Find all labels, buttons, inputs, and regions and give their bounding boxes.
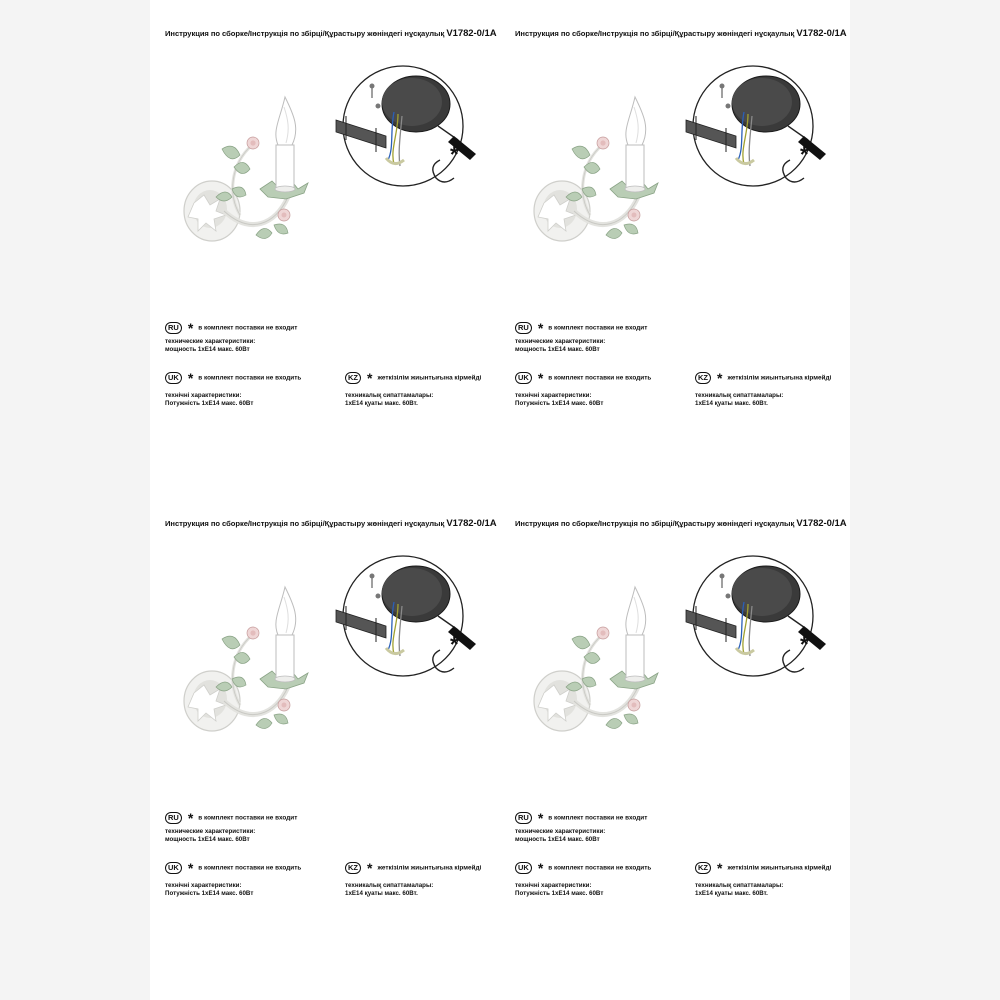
- kz-badge: KZ: [345, 862, 361, 874]
- ru-note-row: [165, 322, 297, 334]
- mounting-detail-illustration: [328, 552, 478, 682]
- kz-spec-title: техникалық сипаттамалары:: [695, 882, 784, 889]
- title-prefix: Инструкция по сборке/Інструкція по збірці/Құрастыру жөніндегі нұсқаулық: [165, 519, 445, 528]
- wall-sconce-illustration: [530, 575, 670, 755]
- ru-badge: RU: [165, 812, 182, 824]
- kz-spec-value: 1хЕ14 қуаты макс. 60Вт.: [695, 889, 768, 897]
- uk-star: *: [187, 370, 194, 386]
- ru-star: *: [187, 320, 194, 336]
- instruction-title: [165, 518, 505, 529]
- uk-badge: UK: [165, 862, 182, 874]
- uk-star: *: [187, 860, 194, 876]
- uk-note-row: [515, 862, 651, 874]
- kz-badge: KZ: [345, 372, 361, 384]
- kz-note: жеткізілім жиынтығына кірмейді: [377, 374, 482, 382]
- ru-spec-value: мощность 1хЕ14 макс. 60Вт: [165, 835, 250, 843]
- kz-note-row: [695, 372, 831, 384]
- title-prefix: Инструкция по сборке/Інструкція по збірці/Құрастыру жөніндегі нұсқаулық: [515, 29, 795, 38]
- kz-note: жеткізілім жиынтығына кірмейді: [377, 864, 482, 872]
- uk-note: в комплект поставки не входить: [198, 374, 302, 382]
- uk-specs: [515, 882, 603, 897]
- uk-spec-value: Потужність 1хЕ14 макс. 60Вт: [165, 889, 254, 897]
- ru-note: в комплект поставки не входит: [198, 814, 298, 822]
- wall-sconce-illustration: [530, 85, 670, 265]
- mounting-detail-illustration: [678, 552, 828, 682]
- uk-specs: [165, 392, 253, 407]
- title-prefix: Инструкция по сборке/Інструкція по збірці/Құрастыру жөніндегі нұсқаулық: [165, 29, 445, 38]
- uk-badge: UK: [515, 862, 532, 874]
- uk-note-row: [165, 862, 301, 874]
- ru-badge: RU: [515, 322, 532, 334]
- mounting-detail-illustration: [678, 62, 828, 192]
- uk-note-row: [515, 372, 651, 384]
- instruction-card: [500, 0, 845, 470]
- kz-star: *: [367, 370, 373, 386]
- kz-spec-title: техникалық сипаттамалары:: [345, 392, 434, 399]
- uk-specs: [165, 882, 253, 897]
- not-included-star: *: [450, 142, 459, 167]
- model-number: V1782-0/1A: [796, 28, 847, 39]
- ru-note-row: [165, 812, 297, 824]
- instruction-card: [150, 490, 495, 960]
- ru-note: в комплект поставки не входит: [198, 324, 298, 332]
- wall-sconce-illustration: [180, 85, 320, 265]
- kz-note-row: [695, 862, 831, 874]
- ru-star: *: [537, 320, 544, 336]
- kz-spec-title: техникалық сипаттамалары:: [695, 392, 784, 399]
- uk-spec-title: технічні характеристики:: [515, 882, 592, 889]
- kz-star: *: [717, 370, 723, 386]
- instruction-title: [515, 518, 855, 529]
- uk-spec-value: Потужність 1хЕ14 макс. 60Вт: [515, 399, 604, 407]
- not-included-star: *: [800, 142, 809, 167]
- uk-badge: UK: [515, 372, 532, 384]
- uk-star: *: [537, 370, 544, 386]
- ru-badge: RU: [165, 322, 182, 334]
- uk-badge: UK: [165, 372, 182, 384]
- kz-note-row: [345, 372, 481, 384]
- mounting-detail-illustration: [328, 62, 478, 192]
- ru-note: в комплект поставки не входит: [548, 814, 648, 822]
- kz-spec-value: 1хЕ14 қуаты макс. 60Вт.: [695, 399, 768, 407]
- uk-spec-value: Потужність 1хЕ14 макс. 60Вт: [515, 889, 604, 897]
- kz-spec-value: 1хЕ14 қуаты макс. 60Вт.: [345, 399, 418, 407]
- kz-badge: KZ: [695, 372, 711, 384]
- model-number: V1782-0/1A: [796, 518, 847, 529]
- ru-specs: [165, 828, 255, 843]
- model-number: V1782-0/1A: [446, 518, 497, 529]
- uk-spec-value: Потужність 1хЕ14 макс. 60Вт: [165, 399, 254, 407]
- kz-note: жеткізілім жиынтығына кірмейді: [727, 374, 832, 382]
- uk-note: в комплект поставки не входить: [198, 864, 302, 872]
- kz-star: *: [367, 860, 373, 876]
- uk-spec-title: технічні характеристики:: [165, 392, 242, 399]
- kz-note: жеткізілім жиынтығына кірмейді: [727, 864, 832, 872]
- ru-note-row: [515, 322, 647, 334]
- ru-star: *: [187, 810, 194, 826]
- instruction-card: [150, 0, 495, 470]
- kz-specs: [345, 882, 433, 897]
- model-number: V1782-0/1A: [446, 28, 497, 39]
- kz-badge: KZ: [695, 862, 711, 874]
- ru-spec-title: технические характеристики:: [515, 338, 606, 345]
- kz-specs: [695, 882, 783, 897]
- instruction-title: [165, 28, 505, 39]
- uk-spec-title: технічні характеристики:: [515, 392, 592, 399]
- kz-note-row: [345, 862, 481, 874]
- uk-note-row: [165, 372, 301, 384]
- ru-star: *: [537, 810, 544, 826]
- kz-spec-value: 1хЕ14 қуаты макс. 60Вт.: [345, 889, 418, 897]
- instruction-title: [515, 28, 855, 39]
- ru-note-row: [515, 812, 647, 824]
- ru-spec-value: мощность 1хЕ14 макс. 60Вт: [515, 835, 600, 843]
- ru-spec-title: технические характеристики:: [165, 828, 256, 835]
- uk-spec-title: технічні характеристики:: [165, 882, 242, 889]
- uk-star: *: [537, 860, 544, 876]
- ru-specs: [515, 828, 605, 843]
- kz-specs: [695, 392, 783, 407]
- uk-note: в комплект поставки не входить: [548, 374, 652, 382]
- kz-spec-title: техникалық сипаттамалары:: [345, 882, 434, 889]
- uk-note: в комплект поставки не входить: [548, 864, 652, 872]
- kz-specs: [345, 392, 433, 407]
- ru-badge: RU: [515, 812, 532, 824]
- ru-spec-value: мощность 1хЕ14 макс. 60Вт: [515, 345, 600, 353]
- ru-spec-value: мощность 1хЕ14 макс. 60Вт: [165, 345, 250, 353]
- kz-star: *: [717, 860, 723, 876]
- ru-spec-title: технические характеристики:: [515, 828, 606, 835]
- uk-specs: [515, 392, 603, 407]
- instruction-card: [500, 490, 845, 960]
- not-included-star: *: [450, 632, 459, 657]
- ru-specs: [515, 338, 605, 353]
- ru-specs: [165, 338, 255, 353]
- ru-note: в комплект поставки не входит: [548, 324, 648, 332]
- title-prefix: Инструкция по сборке/Інструкція по збірці/Құрастыру жөніндегі нұсқаулық: [515, 519, 795, 528]
- ru-spec-title: технические характеристики:: [165, 338, 256, 345]
- wall-sconce-illustration: [180, 575, 320, 755]
- not-included-star: *: [800, 632, 809, 657]
